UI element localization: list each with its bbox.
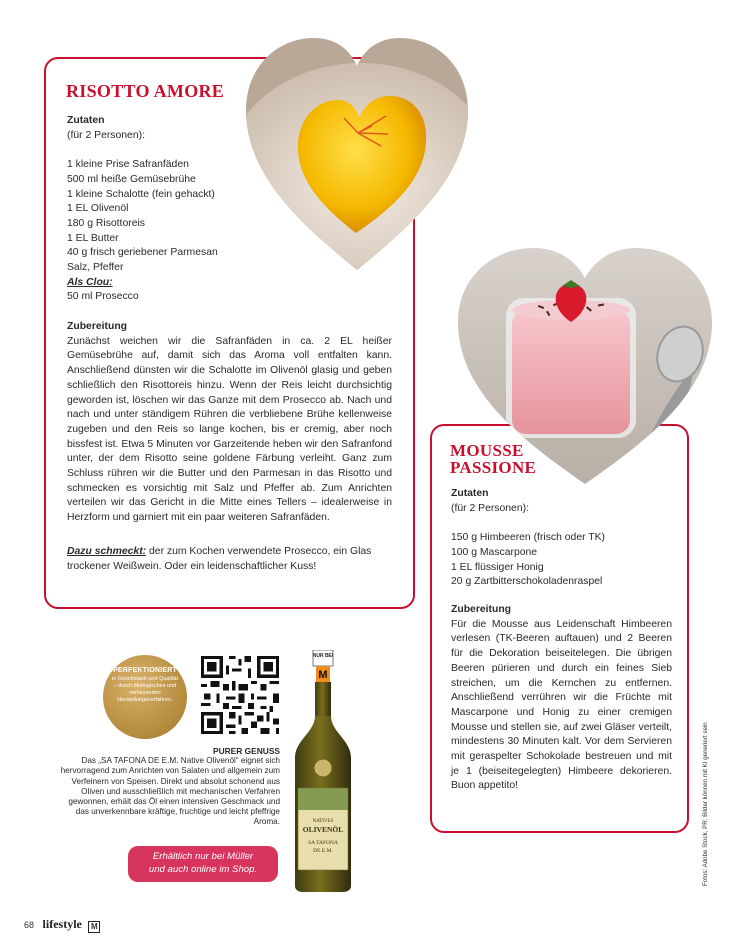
ingredients-mousse xyxy=(451,487,676,590)
brand-mark-icon: M xyxy=(88,921,100,933)
ingredients-heading: Zutaten xyxy=(451,488,489,499)
preparation-text: Für die Mousse aus Leidenschaft Himbeeren verlesen (TK-Beeren auftauen) und 2 Beeren für die Dekoration beiseitelegen. Die übrigen Beeren pürieren und durch ein feines Sieb streichen, um die Kernchen zu entfernen. Anschließend verrühren wir die Früchte mit Mascarpone und Honig zu einer cremigen Mousse und stellen sie, auf zwei Gläser verteilt, mindestens 30 Minuten kalt. Vor dem Servieren mit geraspelter Schokolade bestreuen und mit je 1 (beiseitegelegten) Himbeere dekorieren. Buon appetito! xyxy=(451,618,672,792)
preparation-mousse xyxy=(451,603,672,794)
ingredient-item: 180 g Risottoreis xyxy=(67,217,145,229)
ingredient-item: 100 g Mascarpone xyxy=(451,546,538,558)
recipe-title-mousse xyxy=(450,442,536,476)
ingredient-item: 1 kleine Prise Safranfäden xyxy=(67,159,189,171)
product-description xyxy=(54,746,280,828)
ingredient-item: 1 EL Olivenöl xyxy=(67,203,129,215)
preparation-heading: Zubereitung xyxy=(451,604,512,615)
bottle-brand-logo: M xyxy=(318,669,328,681)
ingredient-item: 1 kleine Schalotte (fein gehackt) xyxy=(67,188,215,200)
ingredient-item: 150 g Himbeeren (frisch oder TK) xyxy=(451,532,606,544)
ingredient-item: 40 g frisch geriebener Parmesan xyxy=(67,247,218,259)
preparation-text: Zunächst weichen wir die Safranfäden in ca. 2 EL heißer Gemüsebrühe auf, damit sich das Aroma voll entfalten kann. Anschließend dünsten wir die Schalotte im Olivenöl glasig und geben schließlich den Risottoreis hinzu. Wenn der Reis leicht durchsichtig geworden ist, löschen wir das Ganze mit dem Prosecco ab. Nach und nach und unter ständigem Rühren die verbliebene Brühe kellenweise zugeben und den Reis so lange kochen, bis er cremig, aber noch bissfest ist. Etwa 5 Minuten vor Garzeitende heben wir den Safranfond unter, der dem Risotto seine goldene Färbung verleiht. Ganz zum Schluss rühren wir die Butter und den Parmesan in das Risotto und schmecken es vorsichtig mit Salz und Pfeffer ab. Zum Anrichten verteilen wir das Gericht in die Mitte eines Tellers – idealerweise in Herzform und garniert mit ein paar weiteren Safranfäden. xyxy=(67,335,392,524)
badge-text: in Geschmack und Qualität – durch ökologisches und verbessertes Herstellungsverfahren. xyxy=(111,676,179,703)
title-line: PASSIONE xyxy=(450,458,537,477)
bottle-label-line: DE E.M. xyxy=(313,848,333,854)
photo-credit: Fotos: Adobe Stock, PR; Bilder können mit KI generiert sein xyxy=(702,722,709,886)
badge-title: PERFEKTIONIERT xyxy=(113,667,177,674)
bottle-label-line: SA TAFONA xyxy=(308,840,338,846)
shop-cta-button[interactable] xyxy=(128,846,278,882)
ingredients-risotto xyxy=(67,114,397,305)
bottle-tag: NUR BEI xyxy=(312,653,334,659)
preparation-heading: Zubereitung xyxy=(67,321,128,332)
bottle-label-line: NATIVES xyxy=(312,819,334,824)
ingredient-item: Salz, Pfeffer xyxy=(67,262,124,274)
clou-label: Als Clou: xyxy=(67,276,113,288)
ingredient-item: 1 EL Butter xyxy=(67,232,119,244)
pairing-tip xyxy=(67,545,397,574)
product-text: Das „SA TAFONA DE E.M. Native Olivenöl“ eignet sich hervorragend zum Anrichten von Salaten und allgemein zum Verfeinern von Speisen. Direkt und absolut schonend aus Oliven und ausschließlich mit mechanischen Verfahren gewonnen, erhält das Öl einen intensiven Geschmack und das unverkennbare kräftige, fruchtige und leicht pfeffrige Aroma. xyxy=(60,756,280,827)
pairing-text: der zum Kochen verwendete Prosecco, ein Glas trockener Weißwein. Oder ein leidenschaftlicher Kuss! xyxy=(67,546,372,572)
qr-code[interactable] xyxy=(201,656,279,734)
servings-text: (für 2 Personen): xyxy=(451,502,529,514)
page-footer xyxy=(24,917,100,933)
preparation-risotto xyxy=(67,320,392,526)
clou-item: 50 ml Prosecco xyxy=(67,291,139,303)
ingredient-item: 1 EL flüssiger Honig xyxy=(451,561,544,573)
ingredient-item: 500 ml heiße Gemüsebrühe xyxy=(67,173,196,185)
ingredients-heading: Zutaten xyxy=(67,115,105,126)
olive-oil-bottle-image xyxy=(283,650,358,892)
magazine-brand: lifestyle xyxy=(42,917,82,931)
cta-line: und auch online im Shop. xyxy=(148,863,258,875)
cta-line: Erhältlich nur bei Müller xyxy=(152,851,254,862)
servings-text: (für 2 Personen): xyxy=(67,129,145,141)
pairing-label: Dazu schmeckt: xyxy=(67,546,147,557)
quality-badge xyxy=(103,655,187,739)
bottle-label-line: OLIVENÖL xyxy=(302,825,344,834)
recipe-title-risotto: RISOTTO AMORE xyxy=(66,81,225,101)
product-heading: PURER GENUSS xyxy=(212,746,280,756)
ingredient-item: 20 g Zartbitterschokoladenraspel xyxy=(451,576,603,588)
page-number: 68 xyxy=(24,920,35,930)
title-line: MOUSSE xyxy=(450,441,524,460)
